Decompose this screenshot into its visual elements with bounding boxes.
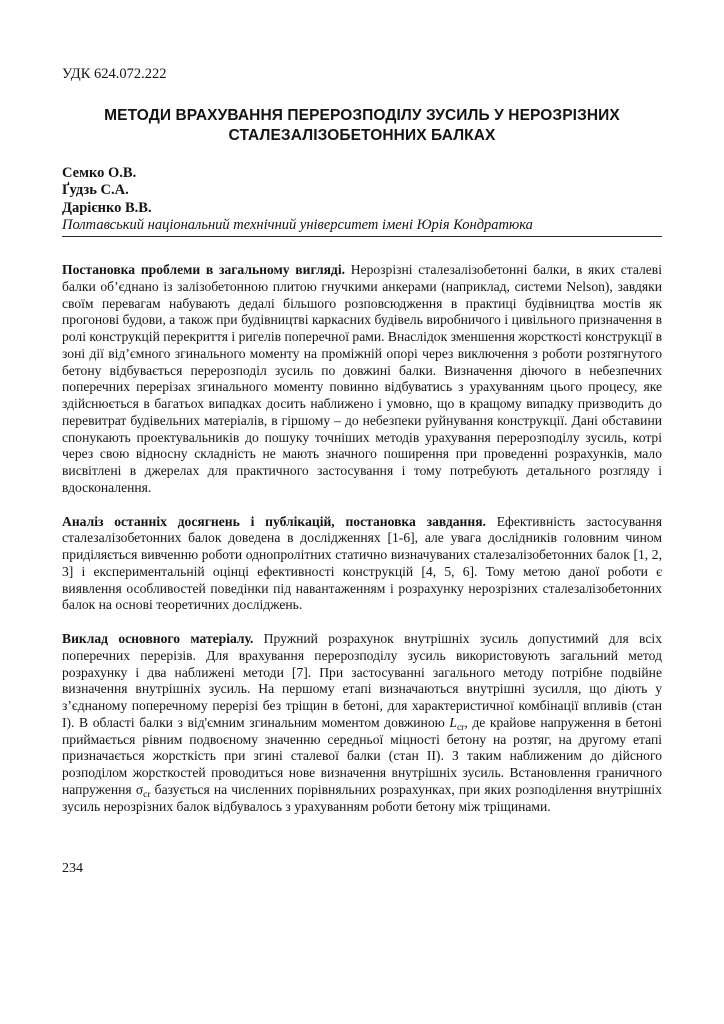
section-heading-analysis: Аналіз останніх досягнень і публікацій, постановка завдання. — [62, 513, 486, 529]
authors-block — [62, 165, 662, 217]
affiliation: Полтавський національний технічний університет імені Юрія Кондратюка — [62, 216, 533, 233]
paragraph-text: , де крайове напруження в бетоні приймається рівним подвоєному значенню середньої міцності бетону на розтяг, на другому етапі призначається жорсткість при згині сталевої балки (стан II). З таким наближеним до дійсного розподілом жорсткостей проводиться нове визначення внутрішніх зусиль. Встановлення граничного напруження — [62, 714, 662, 797]
section-heading-problem: Постановка проблеми в загальному вигляді. — [62, 262, 345, 278]
paragraph-analysis — [62, 514, 662, 615]
symbol-sigma-subscript: cr — [143, 789, 151, 800]
paragraph-problem-statement — [62, 262, 662, 497]
udc-code: УДК 624.072.222 — [62, 66, 167, 82]
paragraph-main-material — [62, 631, 662, 815]
section-heading-main: Виклад основного матеріалу. — [62, 631, 254, 647]
author-name: Ґудзь С.А. — [62, 182, 129, 199]
paragraph-text: базується на численних порівняльних розрахунках, при яких розподілення внутрішніх зусиль нерозрізних балок відбувалось з урахуванням роботи бетону між тріщинами. — [62, 781, 662, 814]
page-number: 234 — [62, 861, 83, 877]
paragraph-text: Пружний розрахунок внутрішніх зусиль допустимий для всіх поперечних перерізів. Для врахування перерозподілу зусиль використовують загальний метод розрахунку і два наближені методи [7]. При застосуванні загального методу потрібне подвійне визначення внутрішніх зусиль. На першому етапі визначаються внутрішні зусилля, що діють у з’єднаному поперечному перерізі без тріщин в бетоні, для характеристичної комбінації впливів (стан I). В області балки з від'ємним згинальним моментом довжиною — [62, 631, 662, 730]
paragraph-text: Нерозрізні сталезалізобетонні балки, в яких сталеві балки об’єднано із залізобетонною плитою гнучкими анкерами (наприклад, системи Nelson), завдяки своїм перевагам набувають дедалі більшого розповсюдження в практиці будівництва мостів як прогонові будови, а також при будівництві каркасних будівель виробничого і цивільного призначення в ролі конструкцій перекриття і ригелів поперечної рами. Внаслідок зменшення жорсткості конструкції в зоні дії від’ємного згинального моменту на проміжній опорі через виключення з роботи розтягнутого бетону відбувається перерозподіл зусиль по довжині балки. Визначення діючого в небезпечних поперечних перерізах згинального моменту повинно відбуватись з урахуванням цього процесу, яке здійснюється в багатьох випадках досить наближено і умовно, що в кращому випадку призводить до перевитрат будівельних матеріалів, в гіршому – до небезпеки руйнування конструкції. Дані обставини спонукають проектувальників до пошуку точніших методів урахування перерозподілу зусиль, котрі через свою відносну складність не мають значного поширення при проведенні розрахунків, мало висвітлені в джерелах для практичного застосування і тому потребують детального розгляду і вдосконалення. — [62, 262, 663, 495]
symbol-length-subscript: cr — [456, 722, 465, 733]
paragraph-text: Ефективність застосування сталезалізобетонних балок доведена в дослідженнях [1-6], але увага дослідників головним чином приділяється вивченню роботи однопролітних статично визначуваних сталезалізобетонних балок [1, 2, 3] і експериментальній оцінці ефективності конструкцій [4, 5, 6]. Тому метою даної роботи є виявлення особливостей поведінки під навантаженням і розрахунку нерозрізних сталезалізобетонних балок на основі теоретичних досліджень. — [62, 513, 663, 613]
author-name: Дарієнко В.В. — [62, 199, 152, 216]
paper-title: МЕТОДИ ВРАХУВАННЯ ПЕРЕРОЗПОДІЛУ ЗУСИЛЬ У НЕРОЗРІЗНИХ СТАЛЕЗАЛІЗОБЕТОННИХ БАЛКАХ — [104, 107, 620, 144]
author-name: Семко О.В. — [62, 165, 137, 181]
symbol-sigma-cracked: σ — [135, 781, 144, 797]
symbol-length-cracked: L — [449, 714, 457, 730]
affiliation-divider — [62, 236, 662, 237]
